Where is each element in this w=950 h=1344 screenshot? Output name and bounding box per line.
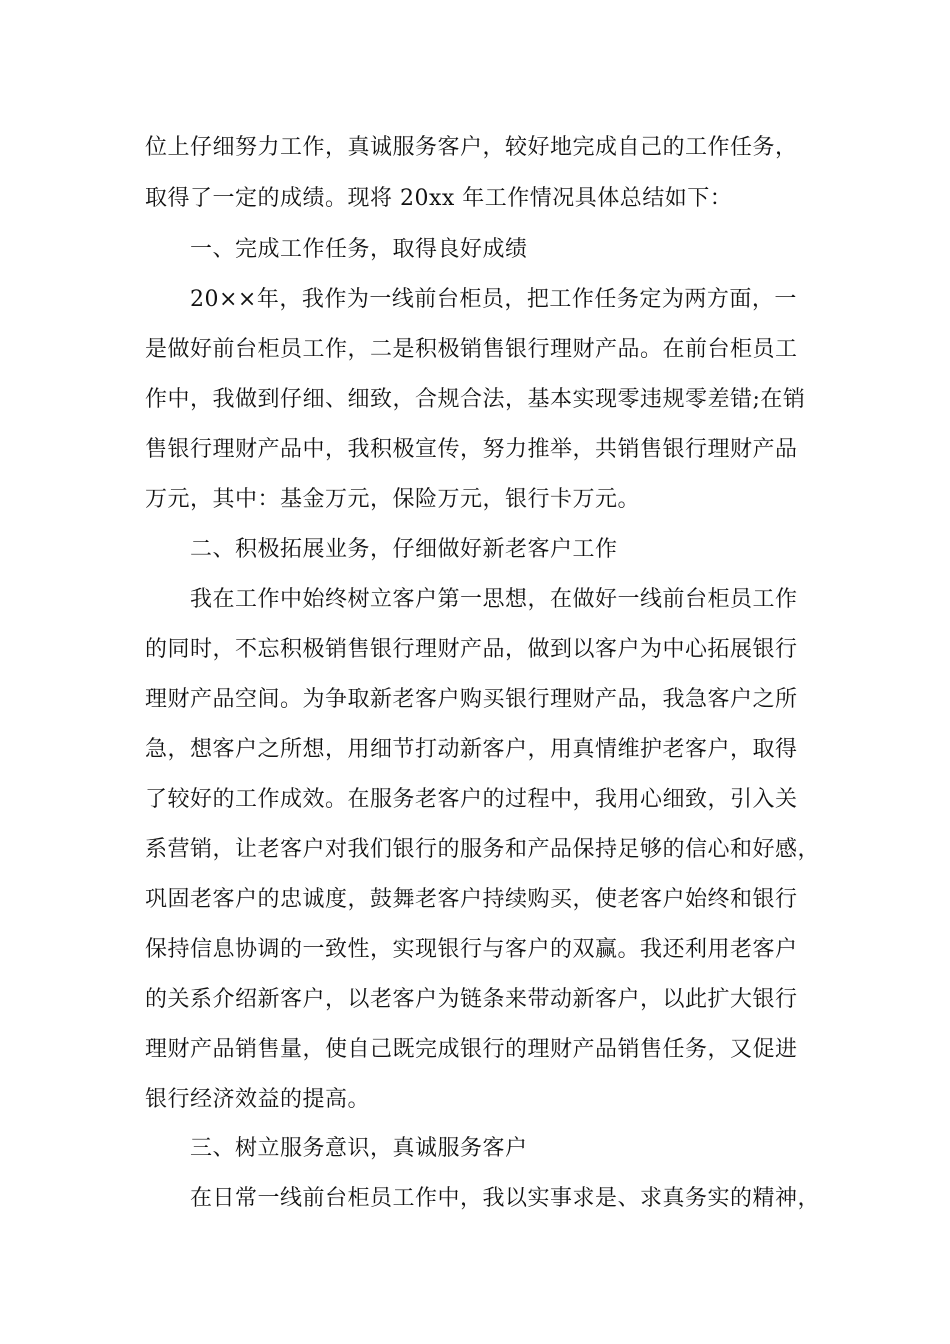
body-line: 作中，我做到仔细、细致，合规合法，基本实现零违规零差错;在销 xyxy=(145,387,806,412)
body-line: 理财产品销售量，使自己既完成银行的理财产品销售任务，又促进 xyxy=(145,1037,798,1062)
body-line: 系营销，让老客户对我们银行的服务和产品保持足够的信心和好感， xyxy=(145,837,821,862)
body-line: 20××年，我作为一线前台柜员，把工作任务定为两方面，一 xyxy=(190,287,797,312)
body-line: 我在工作中始终树立客户第一思想，在做好一线前台柜员工作 xyxy=(190,587,798,612)
body-line: 巩固老客户的忠诚度，鼓舞老客户持续购买，使老客户始终和银行 xyxy=(145,887,798,912)
body-line: 是做好前台柜员工作，二是积极销售银行理财产品。在前台柜员工 xyxy=(145,337,798,362)
section-heading-3: 三、树立服务意识，真诚服务客户 xyxy=(190,1136,528,1161)
body-line: 银行经济效益的提高。 xyxy=(145,1087,371,1112)
body-line: 取得了一定的成绩。现将 20xx 年工作情况具体总结如下： xyxy=(145,186,733,211)
body-line: 急，想客户之所想，用细节打动新客户，用真情维护老客户，取得 xyxy=(145,737,798,762)
body-line: 在日常一线前台柜员工作中，我以实事求是、求真务实的精神， xyxy=(190,1186,821,1211)
body-line: 万元，其中：基金万元，保险万元，银行卡万元。 xyxy=(145,487,641,512)
body-line: 位上仔细努力工作，真诚服务客户，较好地完成自己的工作任务， xyxy=(145,135,798,160)
body-line: 保持信息协调的一致性，实现银行与客户的双赢。我还利用老客户 xyxy=(145,937,798,962)
section-heading-2: 二、积极拓展业务，仔细做好新老客户工作 xyxy=(190,537,618,562)
section-heading-1: 一、完成工作任务，取得良好成绩 xyxy=(190,237,528,262)
body-line: 理财产品空间。为争取新老客户购买银行理财产品，我急客户之所 xyxy=(145,687,798,712)
body-line: 的关系介绍新客户，以老客户为链条来带动新客户，以此扩大银行 xyxy=(145,987,798,1012)
body-line: 售银行理财产品中，我积极宣传，努力推举，共销售银行理财产品 xyxy=(145,437,798,462)
body-line: 了较好的工作成效。在服务老客户的过程中，我用心细致，引入关 xyxy=(145,787,798,812)
body-line: 的同时，不忘积极销售银行理财产品，做到以客户为中心拓展银行 xyxy=(145,637,798,662)
